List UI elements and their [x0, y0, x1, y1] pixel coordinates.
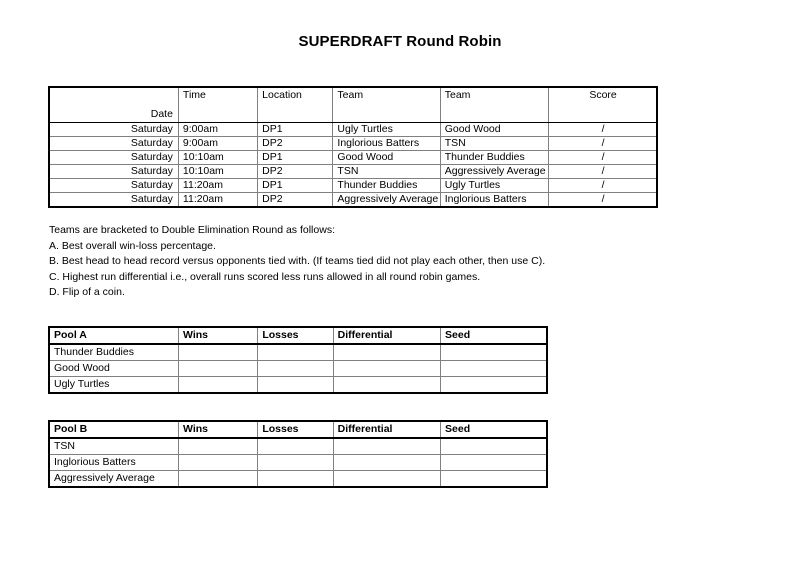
- cell-time: 11:20am: [178, 193, 257, 208]
- cell-team1: Ugly Turtles: [333, 123, 440, 137]
- pool-b-header-seed: Seed: [441, 421, 547, 438]
- cell-team1: Thunder Buddies: [333, 179, 440, 193]
- table-row: [49, 179, 657, 193]
- cell-location: DP1: [258, 123, 333, 137]
- cell-time: 10:10am: [178, 151, 257, 165]
- bracketing-rule-c: C. Highest run differential i.e., overall runs scored less runs allowed in all round robin games.: [49, 270, 481, 283]
- cell-team2: TSN: [440, 137, 548, 151]
- schedule-header-team2: Team: [440, 87, 548, 123]
- cell-location: DP1: [258, 179, 333, 193]
- table-row: [49, 361, 547, 377]
- cell-seed[interactable]: [441, 361, 547, 377]
- cell-wins[interactable]: [179, 438, 258, 455]
- pool-a-header-losses: Losses: [258, 327, 333, 344]
- cell-wins[interactable]: [179, 455, 258, 471]
- cell-seed[interactable]: [441, 471, 547, 488]
- cell-time: 10:10am: [178, 165, 257, 179]
- cell-seed[interactable]: [441, 377, 547, 394]
- page-title: SUPERDRAFT Round Robin: [298, 33, 502, 50]
- round-robin-schedule-table: [48, 86, 658, 208]
- table-row: [49, 438, 547, 455]
- cell-date: Saturday: [49, 165, 178, 179]
- pool-b-name: Pool B: [49, 421, 179, 438]
- cell-score[interactable]: /: [601, 193, 605, 205]
- cell-differential[interactable]: [333, 344, 440, 361]
- cell-wins[interactable]: [179, 471, 258, 488]
- bracketing-rule-d: D. Flip of a coin.: [49, 286, 125, 299]
- cell-losses[interactable]: [258, 455, 333, 471]
- cell-date: Saturday: [49, 137, 178, 151]
- cell-date: Saturday: [49, 193, 178, 208]
- cell-differential[interactable]: [333, 438, 440, 455]
- cell-wins[interactable]: [179, 377, 258, 394]
- cell-team2: Ugly Turtles: [440, 179, 548, 193]
- cell-location: DP2: [258, 193, 333, 208]
- cell-score[interactable]: /: [549, 179, 657, 193]
- cell-score[interactable]: /: [549, 137, 657, 151]
- cell-team1: Good Wood: [333, 151, 440, 165]
- cell-seed[interactable]: [441, 344, 547, 361]
- schedule-header-date: Date: [49, 87, 178, 123]
- schedule-header-score: Score: [549, 87, 657, 123]
- cell-seed[interactable]: [441, 455, 547, 471]
- cell-date: Saturday: [49, 151, 178, 165]
- cell-losses[interactable]: [258, 471, 333, 488]
- cell-location: DP2: [258, 165, 333, 179]
- schedule-header-time: Time: [178, 87, 257, 123]
- bracketing-rule-a: A. Best overall win-loss percentage.: [49, 239, 216, 252]
- pool-a-header-row: [49, 327, 547, 344]
- cell-differential[interactable]: [333, 455, 440, 471]
- schedule-header-location: Location: [258, 87, 333, 123]
- cell-time: 9:00am: [178, 123, 257, 137]
- cell-team: Good Wood: [49, 361, 179, 377]
- cell-team1: TSN: [333, 165, 440, 179]
- cell-team: Aggressively Average: [49, 471, 179, 488]
- cell-differential[interactable]: [333, 361, 440, 377]
- table-row: [49, 471, 547, 488]
- table-row: [49, 123, 657, 137]
- cell-wins[interactable]: [179, 344, 258, 361]
- cell-score[interactable]: /: [549, 123, 657, 137]
- cell-score[interactable]: /: [549, 151, 657, 165]
- pool-a-name: Pool A: [49, 327, 179, 344]
- table-row: [49, 151, 657, 165]
- cell-differential[interactable]: [333, 377, 440, 394]
- pool-b-header-differential: Differential: [333, 421, 440, 438]
- table-row: [49, 377, 547, 394]
- cell-team2: Aggressively Average: [440, 165, 548, 179]
- cell-score[interactable]: /: [549, 165, 657, 179]
- table-row: [49, 455, 547, 471]
- cell-losses[interactable]: [258, 344, 333, 361]
- bracketing-rule-b: B. Best head to head record versus opponents tied with. (If teams tied did not play each other, then use C).: [49, 255, 546, 268]
- pool-b-standings-table: [48, 420, 548, 488]
- pool-b-header-row: [49, 421, 547, 438]
- cell-differential[interactable]: [333, 471, 440, 488]
- pool-b-header-losses: Losses: [258, 421, 333, 438]
- cell-time: 9:00am: [178, 137, 257, 151]
- cell-wins[interactable]: [179, 361, 258, 377]
- cell-team1: Aggressively Average: [333, 193, 440, 208]
- bracketing-rules: [49, 223, 669, 301]
- schedule-header-row: [49, 87, 657, 123]
- cell-team: Thunder Buddies: [49, 344, 179, 361]
- cell-location: DP2: [258, 137, 333, 151]
- table-row: [49, 344, 547, 361]
- cell-team: Inglorious Batters: [49, 455, 179, 471]
- cell-losses[interactable]: [258, 377, 333, 394]
- pool-a-header-seed: Seed: [441, 327, 547, 344]
- pool-a-header-wins: Wins: [179, 327, 258, 344]
- pool-a-standings-table: [48, 326, 548, 394]
- pool-a-header-differential: Differential: [333, 327, 440, 344]
- table-row: [49, 137, 657, 151]
- cell-team2: Inglorious Batters: [440, 193, 548, 208]
- table-row: [49, 165, 657, 179]
- cell-location: DP1: [258, 151, 333, 165]
- pool-b-header-wins: Wins: [179, 421, 258, 438]
- cell-seed[interactable]: [441, 438, 547, 455]
- cell-time: 11:20am: [178, 179, 257, 193]
- cell-team2: Thunder Buddies: [440, 151, 548, 165]
- bracketing-rules-intro: Teams are bracketed to Double Elimination Round as follows:: [49, 224, 335, 236]
- cell-date: Saturday: [49, 179, 178, 193]
- cell-team2: Good Wood: [440, 123, 548, 137]
- cell-date: Saturday: [49, 123, 178, 137]
- cell-team: TSN: [49, 438, 179, 455]
- cell-losses[interactable]: [258, 361, 333, 377]
- cell-team: Ugly Turtles: [49, 377, 179, 394]
- table-row: [49, 193, 657, 208]
- cell-team1: Inglorious Batters: [333, 137, 440, 151]
- schedule-header-team1: Team: [333, 87, 440, 123]
- cell-losses[interactable]: [258, 438, 333, 455]
